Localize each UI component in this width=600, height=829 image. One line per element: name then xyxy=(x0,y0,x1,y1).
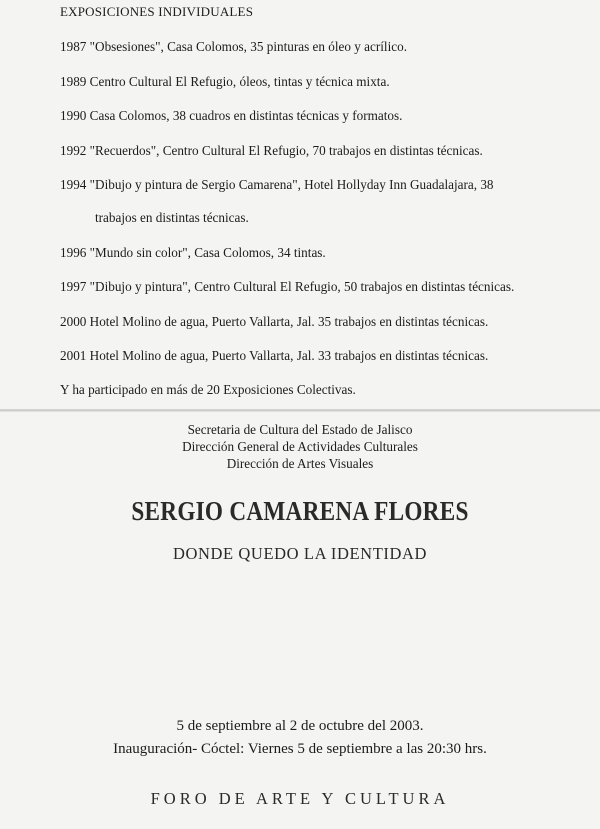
exhibition-entry-1992: 1992 "Recuerdos", Centro Cultural El Refugio, 70 trabajos en distintas técnicas. xyxy=(60,143,483,158)
organizer-line-3: Dirección de Artes Visuales xyxy=(226,456,374,471)
artist-name: SERGIO CAMARENA FLORES xyxy=(131,496,469,526)
exhibition-entry-1996: 1996 "Mundo sin color", Casa Colomos, 34 tintas. xyxy=(60,245,326,260)
exhibition-entry-2000: 2000 Hotel Molino de agua, Puerto Vallarta, Jal. 35 trabajos en distintas técnicas. xyxy=(60,314,489,329)
exhibition-entry-1994-continued: trabajos en distintas técnicas. xyxy=(95,210,249,225)
venue-name: FORO DE ARTE Y CULTURA xyxy=(150,789,450,808)
exhibition-title: DONDE QUEDO LA IDENTIDAD xyxy=(172,544,428,563)
opening-reception: Inauguración- Cóctel: Viernes 5 de septiembre a las 20:30 hrs. xyxy=(113,741,487,757)
exhibition-dates: 5 de septiembre al 2 de octubre del 2003. xyxy=(176,718,424,734)
exhibition-entry-1994: 1994 "Dibujo y pintura de Sergio Camarena", Hotel Hollyday Inn Guadalajara, 38 xyxy=(60,177,494,192)
fold-line xyxy=(0,409,600,412)
exhibition-entry-1997: 1997 "Dibujo y pintura", Centro Cultural El Refugio, 50 trabajos en distintas técnicas. xyxy=(60,279,515,294)
collective-exhibitions-note: Y ha participado en más de 20 Exposiciones Colectivas. xyxy=(60,382,356,397)
exhibition-entry-2001: 2001 Hotel Molino de agua, Puerto Vallarta, Jal. 33 trabajos en distintas técnicas. xyxy=(60,348,489,363)
exhibition-entry-1987: 1987 "Obsesiones", Casa Colomos, 35 pinturas en óleo y acrílico. xyxy=(60,39,407,54)
organizer-line-1: Secretaria de Cultura del Estado de Jalisco xyxy=(187,422,413,437)
exhibitions-heading: EXPOSICIONES INDIVIDUALES xyxy=(60,4,254,19)
exhibition-entry-1989: 1989 Centro Cultural El Refugio, óleos, tintas y técnica mixta. xyxy=(60,74,390,89)
exhibition-entry-1990: 1990 Casa Colomos, 38 cuadros en distintas técnicas y formatos. xyxy=(60,108,403,123)
organizer-line-2: Dirección General de Actividades Culturales xyxy=(182,439,418,454)
